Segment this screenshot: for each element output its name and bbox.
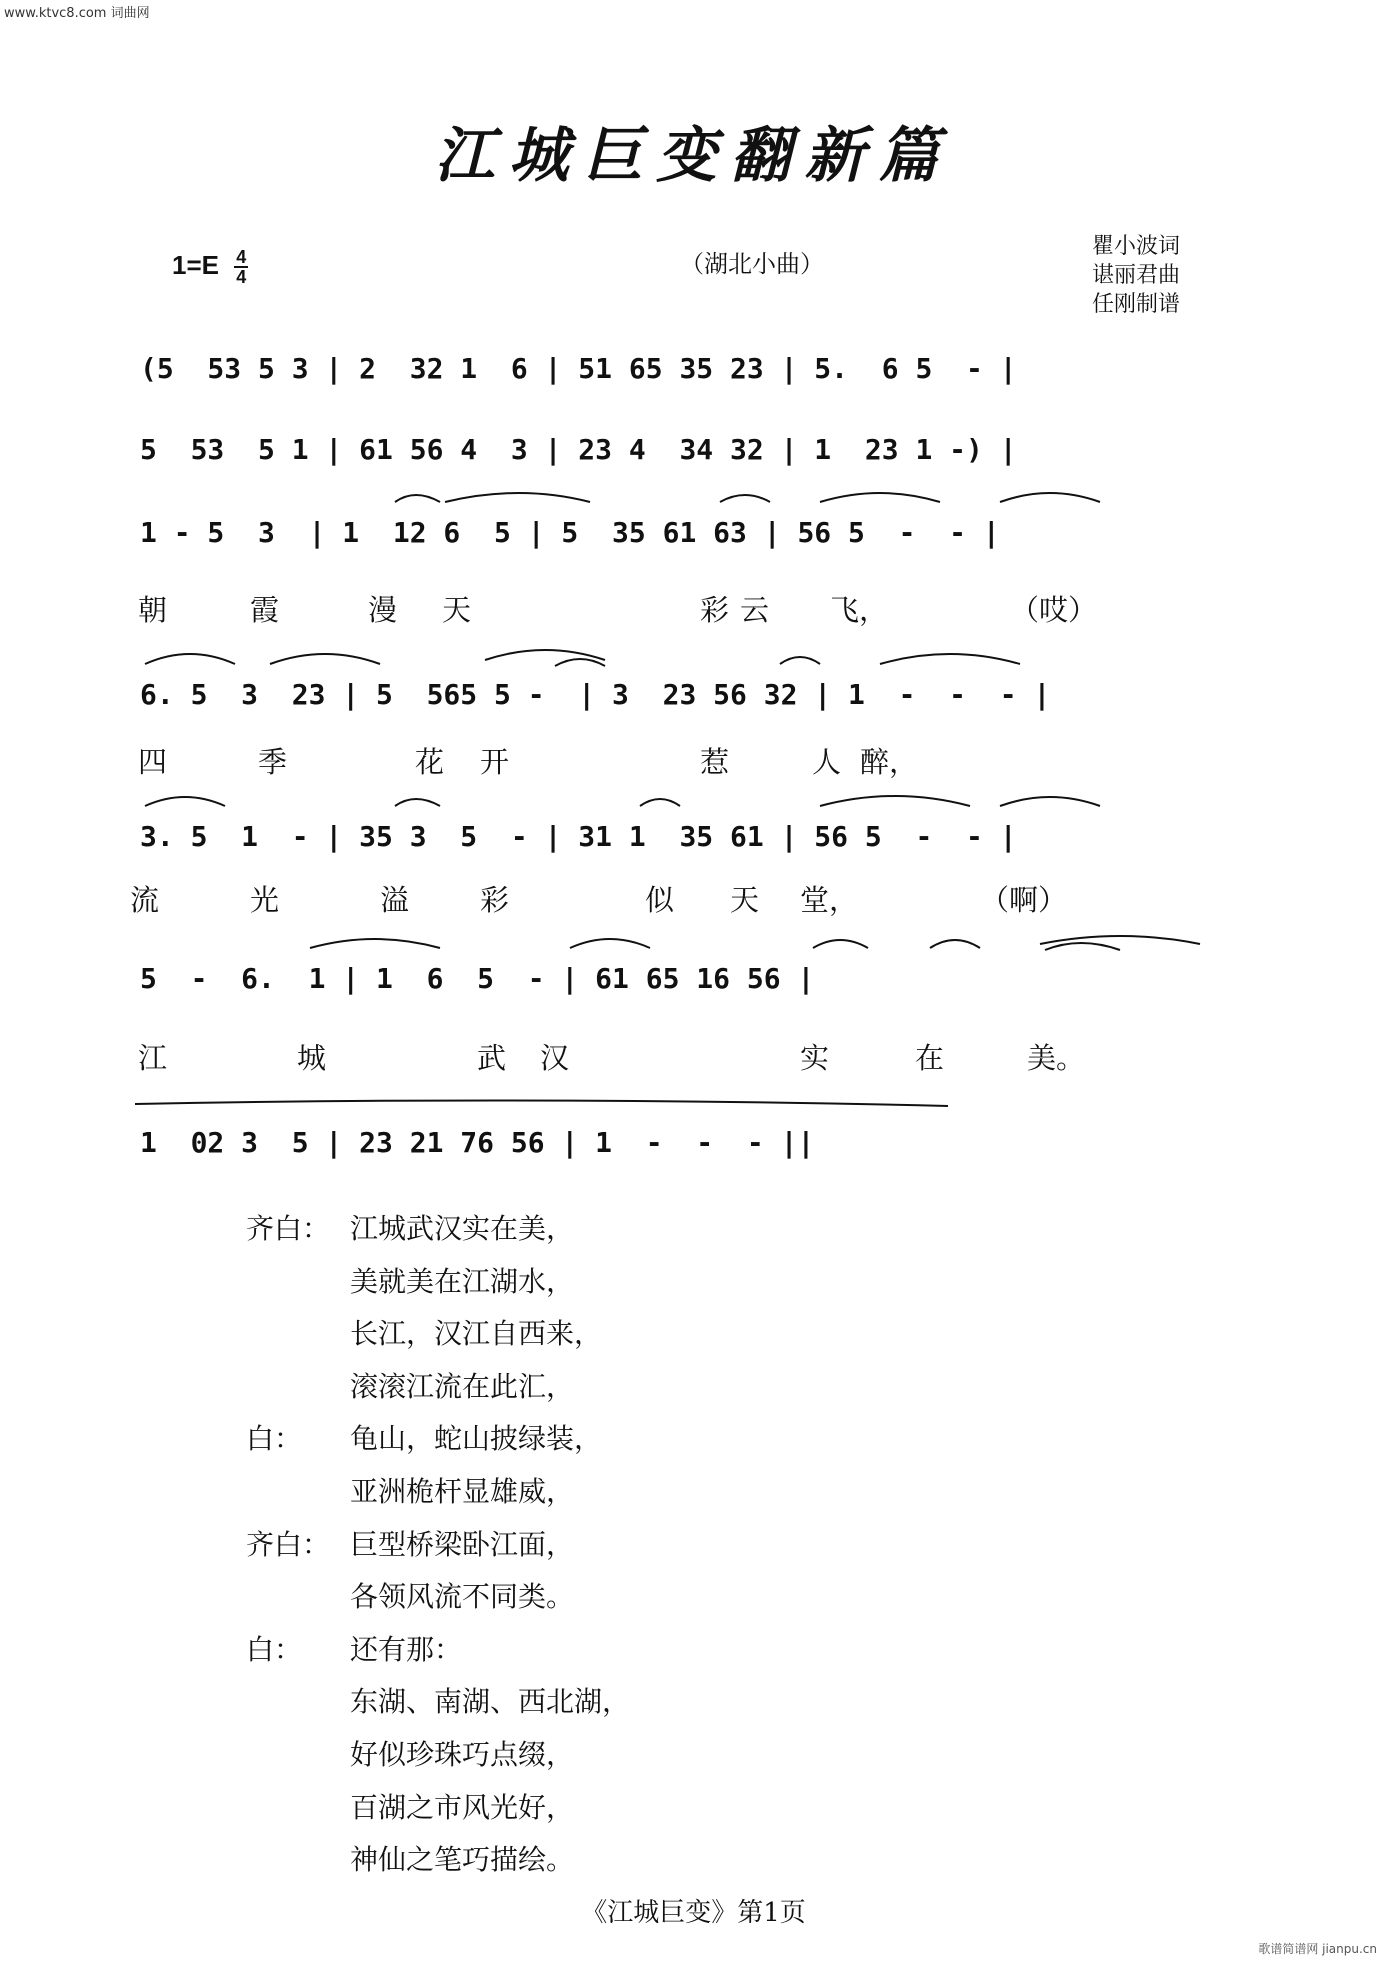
lyricist-credit: 瞿小波词 <box>1092 234 1181 259</box>
score-line-6 <box>138 962 1260 1075</box>
song-title: 江城巨变翻新篇 <box>434 121 953 191</box>
lyric-syllable: 飞， <box>830 593 889 627</box>
arranger-credit: 任刚制谱 <box>1092 292 1181 317</box>
score-line-5 <box>130 820 1260 917</box>
speech-text: 各领风流不同类。 <box>350 1580 575 1614</box>
speech-line <box>246 1519 630 1572</box>
lyric-syllable: 云 <box>740 593 770 627</box>
notes: 1 - 5 3 | 1 12 6 5 | 5 35 61 63 | 56 5 - - | <box>140 516 1000 549</box>
lyric-syllable: 季 <box>258 745 288 779</box>
time-signature <box>234 248 248 286</box>
speech-line <box>246 1729 630 1782</box>
lyric-syllable: 在 <box>915 1041 945 1075</box>
speech-line <box>246 1571 630 1624</box>
credits <box>1092 232 1180 319</box>
lyric-syllable: 汉 <box>540 1041 570 1075</box>
lyric-syllable: 溢 <box>380 883 410 917</box>
speech-role: 齐白： <box>246 1527 331 1561</box>
speech-line <box>246 1308 630 1361</box>
page-footer: 《江城巨变》第1页 <box>581 1898 806 1928</box>
speech-text: 长江，汉江自西来， <box>350 1317 603 1351</box>
lyric-syllable: 彩 <box>700 593 730 627</box>
notes: 1 02 3 5 | 23 21 76 56 | 1 - - - || <box>140 1126 815 1159</box>
lyric-syllable: 美。 <box>1027 1041 1086 1075</box>
lyric-syllable: 似 <box>645 883 675 917</box>
lyric-syllable: 江 <box>138 1041 168 1075</box>
lyric-syllable: 花 <box>415 745 445 779</box>
lyric-syllable: 光 <box>250 883 280 917</box>
notes: 3. 5 1 - | 35 3 5 - | 31 1 35 61 | 56 5 - - | <box>140 820 1017 853</box>
lyric-syllable: （哎） <box>1010 593 1098 627</box>
meter-top: 4 <box>236 247 247 267</box>
lyric-syllable: 实 <box>800 1041 830 1075</box>
lyric-syllable: 惹 <box>700 745 730 779</box>
speech-role: 白： <box>246 1632 303 1666</box>
lyric-syllable: 霞 <box>250 593 280 627</box>
lyric-syllable: 彩 <box>480 883 510 917</box>
speech-role: 齐白： <box>246 1212 331 1245</box>
score-line-4 <box>138 678 1260 779</box>
lyric-line <box>140 740 1260 780</box>
speech-line <box>246 1361 630 1414</box>
speech-role: 白： <box>246 1422 303 1456</box>
lyric-line <box>130 878 1260 918</box>
speech-line <box>246 1834 630 1887</box>
key-signature <box>172 248 248 286</box>
speech-text: 好似珍珠巧点缀， <box>350 1737 575 1771</box>
speech-text: 东湖、南湖、西北湖， <box>350 1685 631 1719</box>
notes: 5 53 5 1 | 61 56 4 3 | 23 4 34 32 | 1 23 1 -) | <box>140 433 1017 466</box>
speech-text: 巨型桥梁卧江面， <box>350 1527 575 1561</box>
lyric-syllable: 堂， <box>800 883 859 917</box>
lyric-syllable: 城 <box>297 1041 327 1075</box>
lyric-syllable: 朝 <box>138 593 168 627</box>
lyric-syllable: 人 <box>812 745 842 779</box>
lyric-syllable: （啊） <box>980 883 1068 917</box>
score-line-2 <box>140 433 1260 493</box>
speech-line <box>246 1203 630 1256</box>
score-line-3 <box>138 516 1260 627</box>
speech-text: 亚洲桅杆显雄威， <box>350 1474 575 1508</box>
slur-marks <box>140 516 1260 556</box>
site-watermark-bottom: 歌谱简谱网 jianpu.cn <box>1258 1942 1377 1956</box>
slur-marks <box>140 820 1260 860</box>
speech-text: 神仙之笔巧描绘。 <box>350 1843 575 1877</box>
score-line-1 <box>140 352 1260 412</box>
speech-line <box>246 1256 630 1309</box>
speech-text: 江城武汉实在美， <box>350 1212 575 1245</box>
speech-text: 龟山，蛇山披绿装， <box>350 1422 603 1456</box>
lyric-syllable: 醉， <box>860 745 919 779</box>
speech-line <box>246 1782 630 1835</box>
spoken-section <box>246 1203 630 1887</box>
speech-line <box>246 1413 630 1466</box>
meter-bottom: 4 <box>236 267 247 287</box>
lyric-syllable: 流 <box>130 883 160 917</box>
composer-credit: 谌丽君曲 <box>1092 263 1181 288</box>
lyric-line <box>140 588 1260 628</box>
genre-label: （湖北小曲） <box>680 250 824 278</box>
speech-line <box>246 1676 630 1729</box>
speech-line <box>246 1624 630 1677</box>
tie-marks <box>140 1126 1260 1166</box>
speech-text: 美就美在江湖水， <box>350 1264 575 1298</box>
lyric-syllable: 天 <box>730 883 760 917</box>
lyric-syllable: 开 <box>480 745 510 779</box>
notes: (5 53 5 3 | 2 32 1 6 | 51 65 35 23 | 5. 6 5 - | <box>140 352 1017 385</box>
score-line-7 <box>140 1126 1260 1186</box>
lyric-syllable: 四 <box>138 745 168 779</box>
site-watermark: www.ktvc8.com 词曲网 <box>4 6 150 21</box>
key-label: 1=E <box>172 249 219 280</box>
notes: 6. 5 3 23 | 5 565 5 - | 3 23 56 32 | 1 - - - | <box>140 678 1051 711</box>
speech-text: 百湖之市风光好， <box>350 1790 575 1824</box>
slur-marks <box>140 678 1260 718</box>
notes: 5 - 6. 1 | 1 6 5 - | 61 65 16 56 | <box>140 962 815 995</box>
lyric-line <box>140 1036 1260 1076</box>
lyric-syllable: 天 <box>442 593 472 627</box>
lyric-syllable: 漫 <box>368 593 398 627</box>
lyric-syllable: 武 <box>477 1041 507 1075</box>
speech-text: 还有那： <box>350 1632 463 1666</box>
speech-text: 滚滚江流在此汇， <box>350 1369 575 1403</box>
speech-line <box>246 1466 630 1519</box>
slur-marks <box>140 962 1260 1002</box>
